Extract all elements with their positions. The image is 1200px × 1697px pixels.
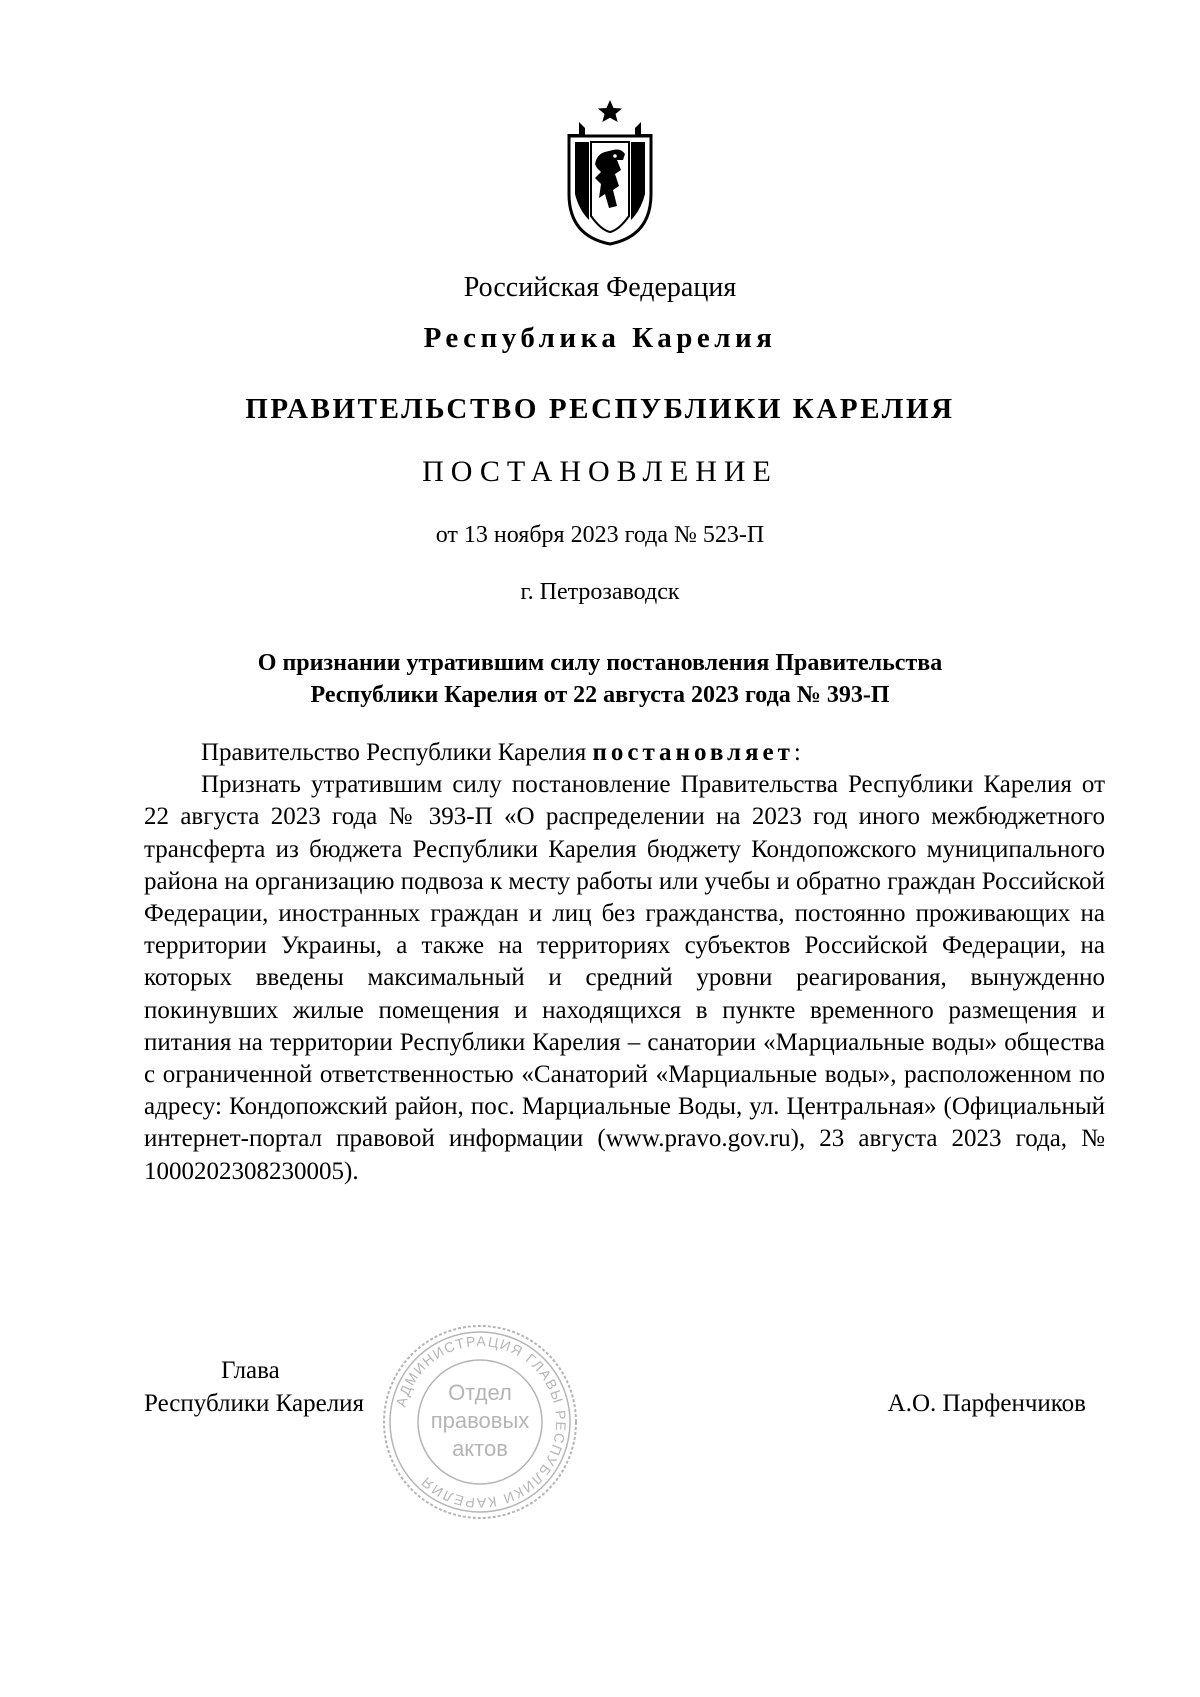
resolution-lead (144, 737, 1105, 769)
document-body (144, 737, 1105, 1188)
signatory-title-line-2: Республики Карелия (144, 1390, 365, 1417)
document-title (0, 647, 1200, 711)
republic-name: Республика Карелия (423, 322, 777, 354)
lead-text: Правительство Республики Карелия (201, 739, 593, 766)
official-stamp (380, 1322, 580, 1522)
stamp-ring-text: АДМИНИСТРАЦИЯ ГЛАВЫ РЕСПУБЛИКИ КАРЕЛИЯ (392, 1332, 570, 1512)
lead-colon: : (793, 739, 801, 766)
resolves-word: постановляет (592, 739, 794, 766)
karelia-coat-of-arms-icon (563, 98, 657, 246)
resolution-paragraph: Признать утратившим силу постановление Правительства Республики Карелия от 22 августа 2023 года № 393-П «О распределении на 2023 год иного межбюджетного трансферта из бюджета Республики Карелия бюджету Кондопожского муниципального района на организацию подвоза к месту работы или учебы и обратно граждан Российской Федерации, иностранных граждан и лиц без гражданства, постоянно проживающих на территории Украины, а также на территориях субъектов Российской Федерации, на которых введены максимальный и средний уровни реагирования, вынужденно покинувших жилые помещения и находящихся в пункте временного размещения и питания на территории Республики Карелия – санатории «Марциальные воды» общества с ограниченной ответственностью «Санаторий «Марциальные воды», расположенном по адресу: Кондопожский район, пос. Марциальные Воды, ул. Центральная» (Официальный интернет-портал правовой информации (www.pravo.gov.ru), 23 августа 2023 года, № 1000202308230005). (144, 771, 1105, 1185)
document-type: ПОСТАНОВЛЕНИЕ (422, 455, 778, 488)
city: г. Петрозаводск (520, 579, 680, 605)
date-and-number: от 13 ноября 2023 года № 523-П (435, 522, 765, 548)
signatory-name: А.О. Парфенчиков (887, 1390, 1086, 1417)
signatory-title-line-1: Глава (221, 1357, 280, 1384)
stamp-center-line-2: правовых (430, 1408, 530, 1433)
document-title-line-1: О признании утратившим силу постановления Правительства (257, 650, 943, 676)
stamp-center-line-1: Отдел (448, 1380, 512, 1405)
country-name: Российская Федерация (463, 272, 737, 303)
document-title-line-2: Республики Карелия от 22 августа 2023 года № 393-П (310, 682, 890, 708)
government-name: ПРАВИТЕЛЬСТВО РЕСПУБЛИКИ КАРЕЛИЯ (245, 393, 955, 425)
stamp-center-line-3: актов (452, 1436, 508, 1461)
